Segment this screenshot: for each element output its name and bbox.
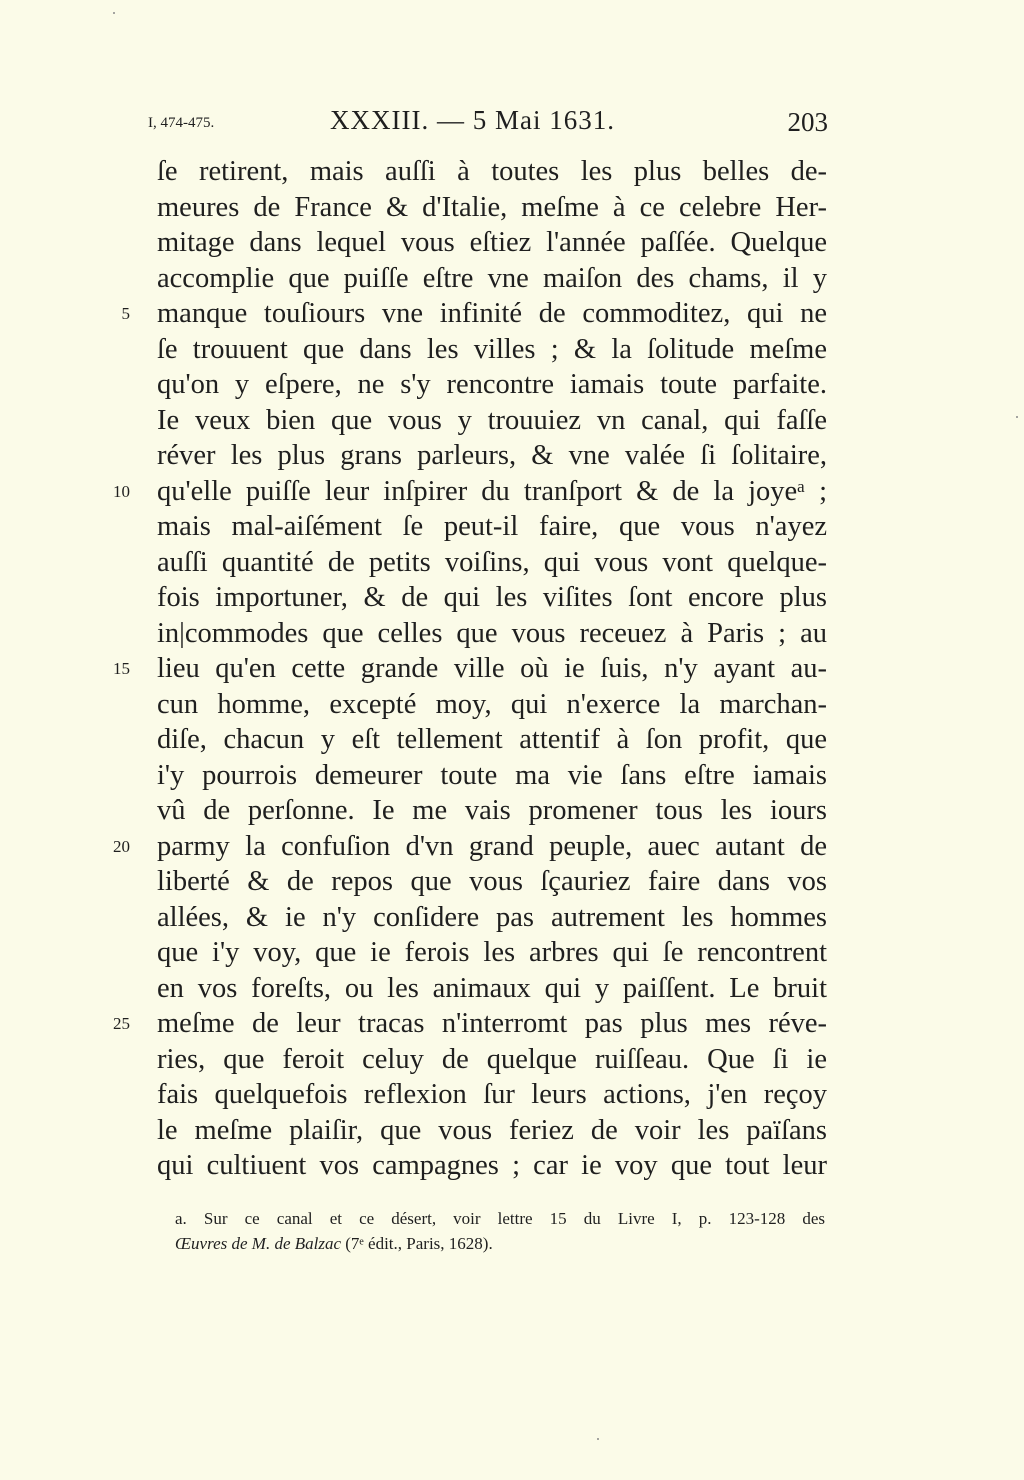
text-line: en vos foreſts, ou les animaux qui y paiſſent. Le bruit — [157, 972, 827, 1004]
text-line: vû de perſonne. Ie me vais promener tous les iours — [157, 795, 827, 826]
text-line: liberté & de repos que vous ſçauriez faire dans vos — [157, 866, 827, 897]
text-line: ſe retirent, mais auſſi à toutes les plus belles de- — [157, 156, 827, 187]
text-line: diſe, chacun y eſt tellement attentif à ſon profit, que — [157, 724, 827, 755]
text-line: qu'on y eſpere, ne s'y rencontre iamais toute parfaite. — [157, 369, 827, 400]
footnote-italic-title: Œuvres de M. de Balzac — [175, 1234, 342, 1253]
text-line: i'y pourrois demeurer toute ma vie ſans eſtre iamais — [157, 759, 827, 791]
text-line: auſſi quantité de petits voiſins, qui vous vont quelque- — [157, 546, 827, 578]
letter-body-text — [157, 154, 827, 1184]
speck-mark — [1016, 416, 1018, 418]
footnote-line: a. Sur ce canal et ce désert, voir lettre 15 du Livre I, p. 123-128 des — [175, 1209, 825, 1228]
text-line: réver les plus grans parleurs, & vne valée ſi ſolitaire, — [157, 440, 827, 471]
text-line: qui cultiuent vos campagnes ; car ie voy que tout leur — [157, 1150, 827, 1181]
text-line: fois importuner, & de qui les viſites ſont encore plus — [157, 582, 827, 613]
line-number: 10 — [113, 481, 130, 501]
text-line: cun homme, excepté moy, qui n'exerce la marchan- — [157, 688, 827, 720]
letter-heading: XXXIII. — 5 Mai 1631. — [330, 105, 615, 135]
text-line: meures de France & d'Italie, meſme à ce celebre Her- — [157, 191, 827, 223]
line-number: 25 — [113, 1014, 130, 1033]
text-line: manque touſiours vne infinité de commoditez, qui ne — [157, 298, 827, 329]
text-line: le meſme plaiſir, que vous feriez de voir les païſans — [157, 1114, 827, 1146]
text-line: meſme de leur tracas n'interromt pas plus mes réve- — [157, 1008, 827, 1039]
line-number: 20 — [113, 836, 130, 856]
text-line: ries, que feroit celuy de quelque ruiſſeau. Que ſi ie — [157, 1043, 827, 1075]
text-line: in|commodes que celles que vous receuez à Paris ; au — [157, 617, 827, 649]
text-line: fais quelquefois reflexion ſur leurs actions, j'en reçoy — [157, 1079, 827, 1110]
speck-mark — [597, 1438, 599, 1440]
text-line: mais mal-aiſément ſe peut-il faire, que vous n'ayez — [157, 511, 827, 542]
text-line: qu'elle puiſſe leur inſpirer du tranſport & de la joyeᵃ ; — [157, 475, 827, 507]
volume-page-reference: I, 474-475. — [148, 115, 215, 131]
text-line: ſe trouuent que dans les villes ; & la ſolitude meſme — [157, 333, 827, 365]
text-line: lieu qu'en cette grande ville où ie ſuis, n'y ayant au- — [157, 653, 827, 684]
text-line: parmy la confuſion d'vn grand peuple, auec autant de — [157, 830, 827, 862]
text-line: Ie veux bien que vous y trouuiez vn canal, qui faſſe — [157, 404, 827, 436]
line-number: 15 — [113, 659, 130, 678]
text-line: mitage dans lequel vous eſtiez l'année paſſée. Quelque — [157, 227, 827, 258]
footnote — [175, 1206, 825, 1256]
page-number: 203 — [787, 107, 828, 137]
speck-mark — [113, 12, 115, 14]
running-header — [148, 105, 828, 145]
line-number: 5 — [121, 304, 130, 323]
text-line: allées, & ie n'y conſidere pas autrement les hommes — [157, 901, 827, 933]
footnote-rest: (7ᵉ édit., Paris, 1628). — [341, 1234, 493, 1253]
text-line: que i'y voy, que ie ferois les arbres qui ſe rencontrent — [157, 937, 827, 968]
text-line: accomplie que puiſſe eſtre vne maiſon des chams, il y — [157, 262, 827, 294]
footnote-line — [175, 1231, 825, 1256]
